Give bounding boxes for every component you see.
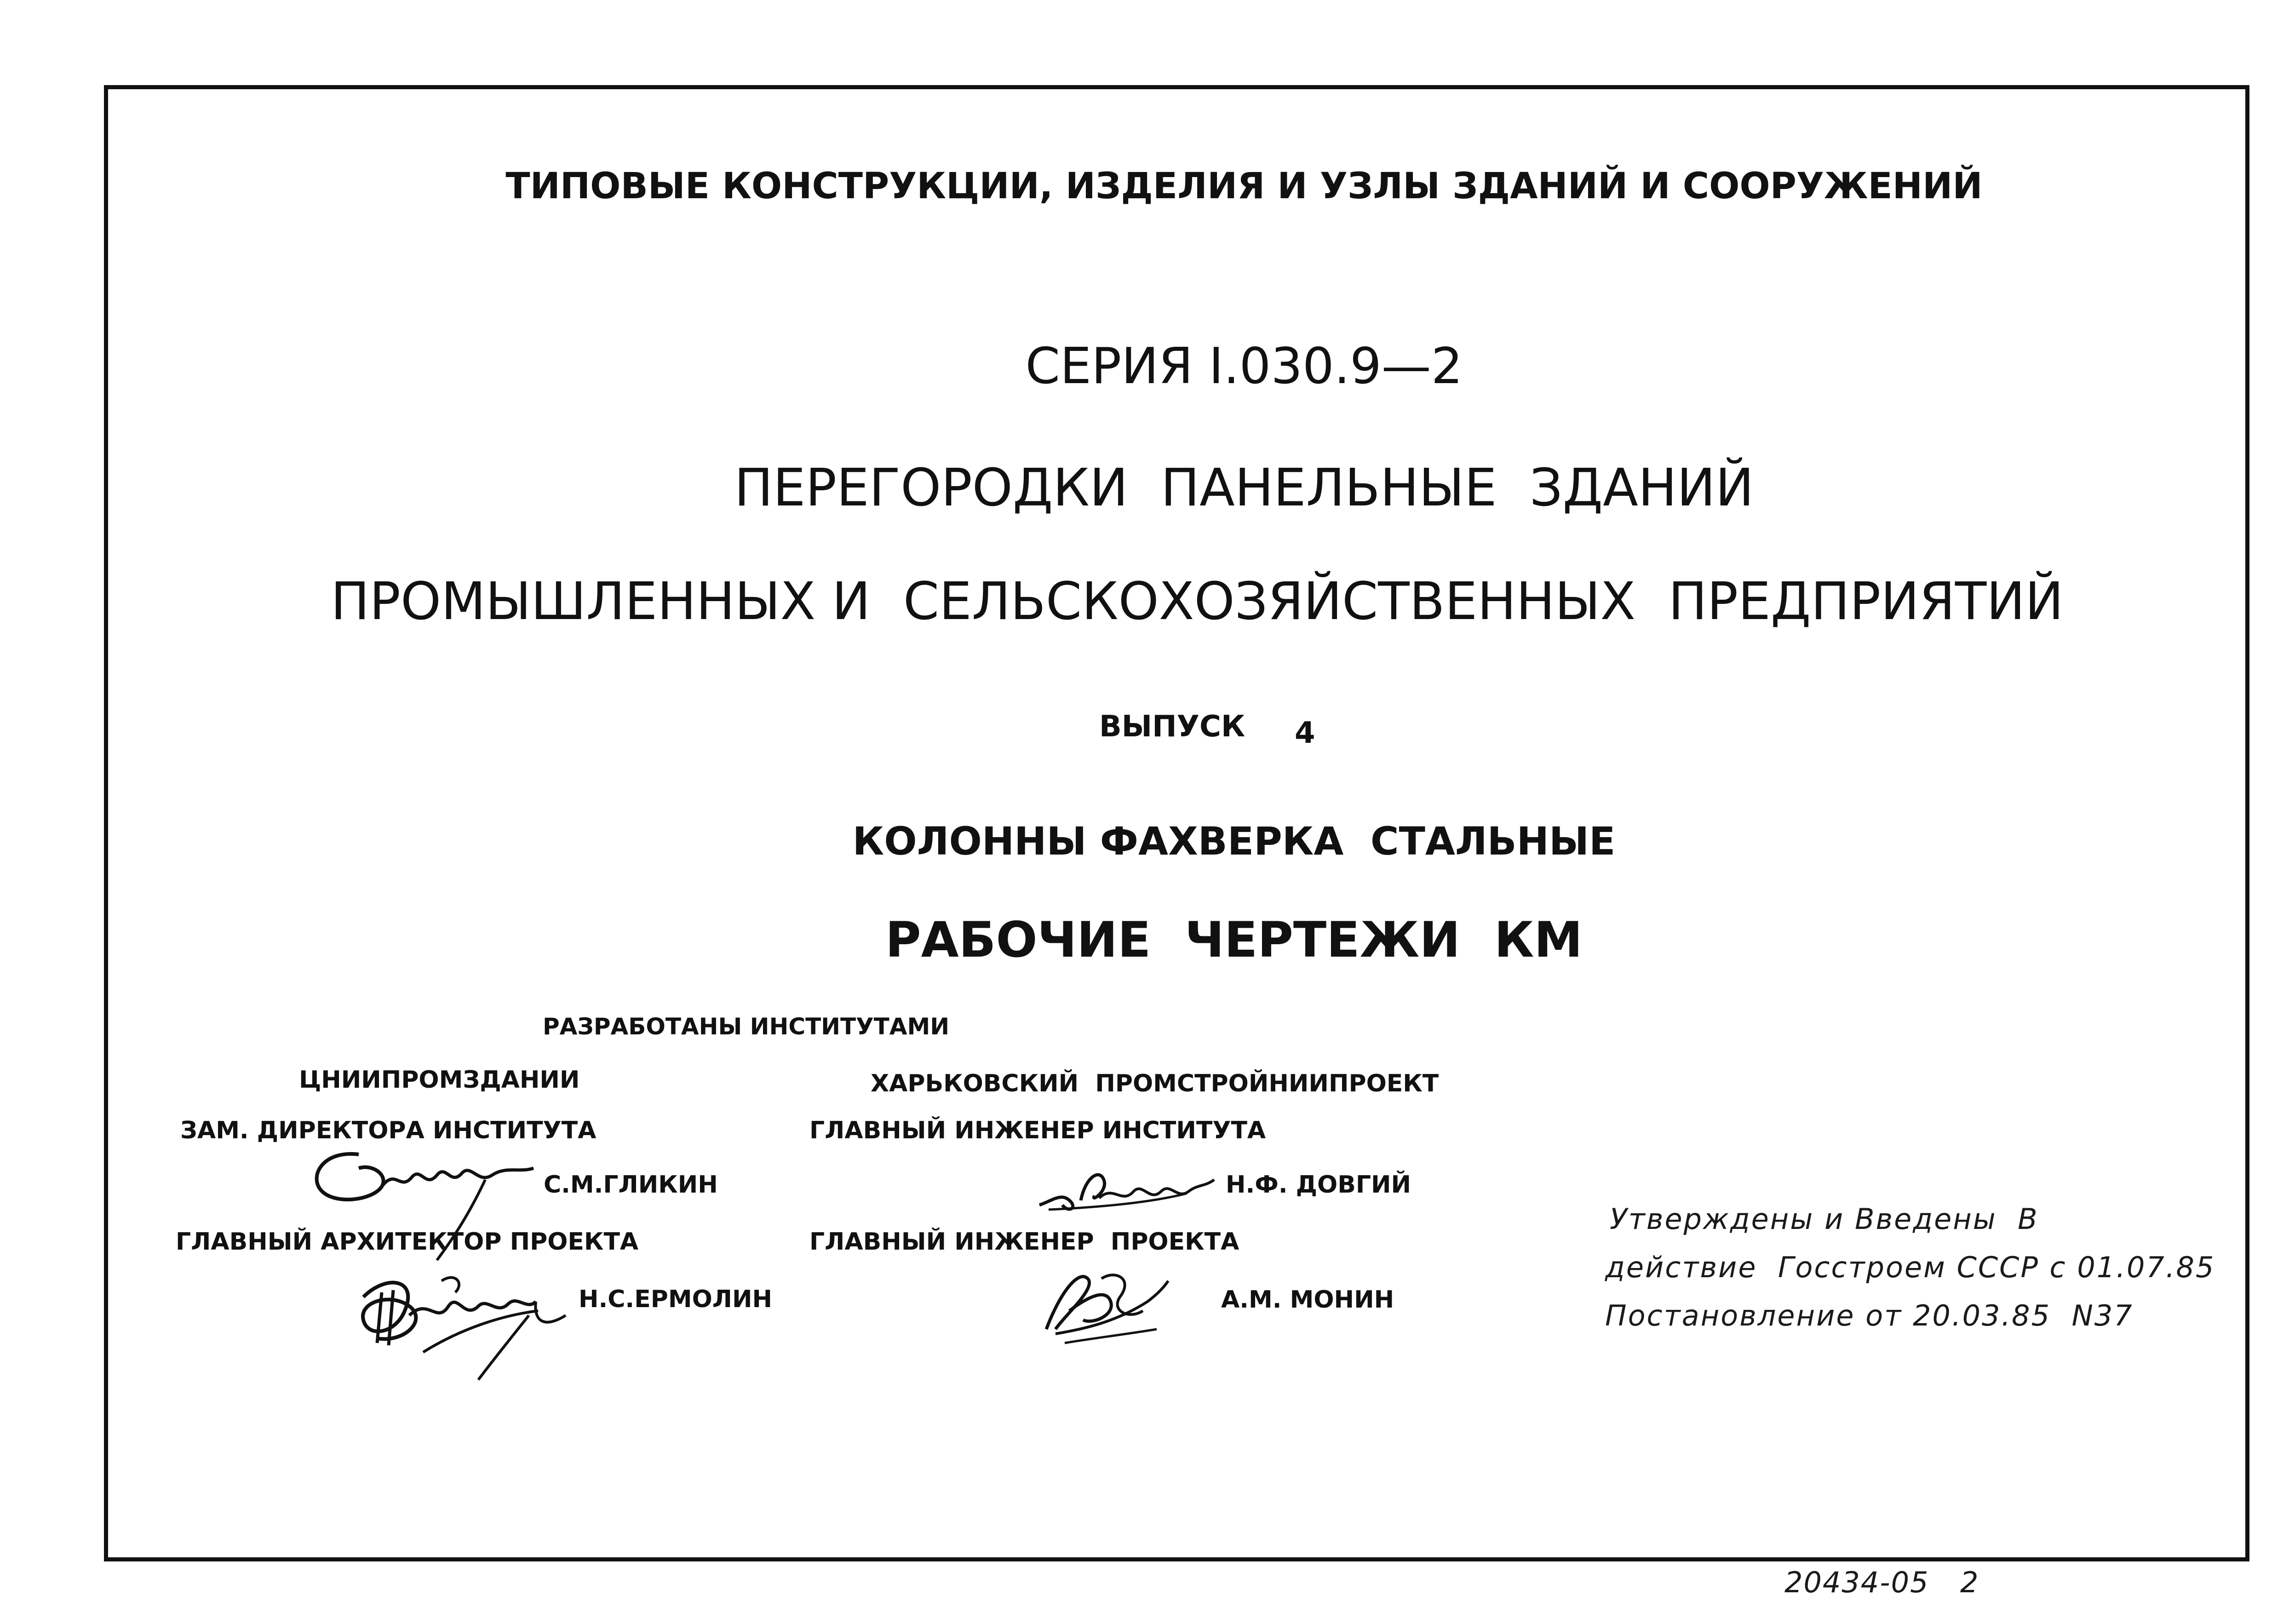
right-name-2: А.М. МОНИН <box>1221 1286 1394 1314</box>
footer-document-code: 20434-05 <box>1784 1566 1929 1599</box>
document-title-line-2: ПРОМЫШЛЕННЫХ И СЕЛЬСКОХОЗЯЙСТВЕННЫХ ПРЕДПРИЯТИЙ <box>331 572 2064 631</box>
left-name-2: Н.С.ЕРМОЛИН <box>579 1285 773 1313</box>
subject-title: КОЛОННЫ ФАХВЕРКА СТАЛЬНЫЕ <box>852 819 1616 864</box>
issue-number: 4 <box>1295 716 1315 750</box>
left-institute-name: ЦНИИПРОМЗДАНИИ <box>299 1066 580 1094</box>
right-role-2: ГЛАВНЫЙ ИНЖЕНЕР ПРОЕКТА <box>809 1228 1239 1256</box>
right-name-1: Н.Ф. ДОВГИЙ <box>1226 1171 1411 1199</box>
issue-label: ВЫПУСК <box>1099 710 1245 744</box>
left-role-1: ЗАМ. ДИРЕКТОРА ИНСТИТУТА <box>180 1117 597 1144</box>
left-name-1: С.М.ГЛИКИН <box>544 1171 718 1199</box>
signature-glikin <box>304 1136 552 1265</box>
signature-ermolin <box>350 1246 598 1384</box>
series-number: СЕРИЯ І.030.9—2 <box>1025 338 1463 395</box>
footer-sheet-number: 2 <box>1960 1566 1980 1599</box>
signature-monin <box>1037 1260 1175 1348</box>
right-institute-name: ХАРЬКОВСКИЙ ПРОМСТРОЙНИИПРОЕКТ <box>871 1070 1439 1097</box>
approval-line-1: Утверждены и Введены В <box>1610 1202 2039 1236</box>
signature-dovgiy <box>1030 1159 1223 1219</box>
collection-title: ТИПОВЫЕ КОНСТРУКЦИИ, ИЗДЕЛИЯ И УЗЛЫ ЗДАНИЙ И СООРУЖЕНИЙ <box>505 166 1983 207</box>
document-title-line-1: ПЕРЕГОРОДКИ ПАНЕЛЬНЫЕ ЗДАНИЙ <box>734 458 1754 518</box>
drawing-type: РАБОЧИЕ ЧЕРТЕЖИ КМ <box>885 912 1583 968</box>
left-role-2: ГЛАВНЫЙ АРХИТЕКТОР ПРОЕКТА <box>176 1228 639 1256</box>
approval-line-3: Постановление от 20.03.85 N37 <box>1605 1299 2134 1332</box>
developers-heading: РАЗРАБОТАНЫ ИНСТИТУТАМИ <box>543 1013 950 1040</box>
approval-line-2: действие Госстроем СССР с 01.07.85 <box>1605 1251 2215 1284</box>
right-role-1: ГЛАВНЫЙ ИНЖЕНЕР ИНСТИТУТА <box>809 1117 1266 1144</box>
